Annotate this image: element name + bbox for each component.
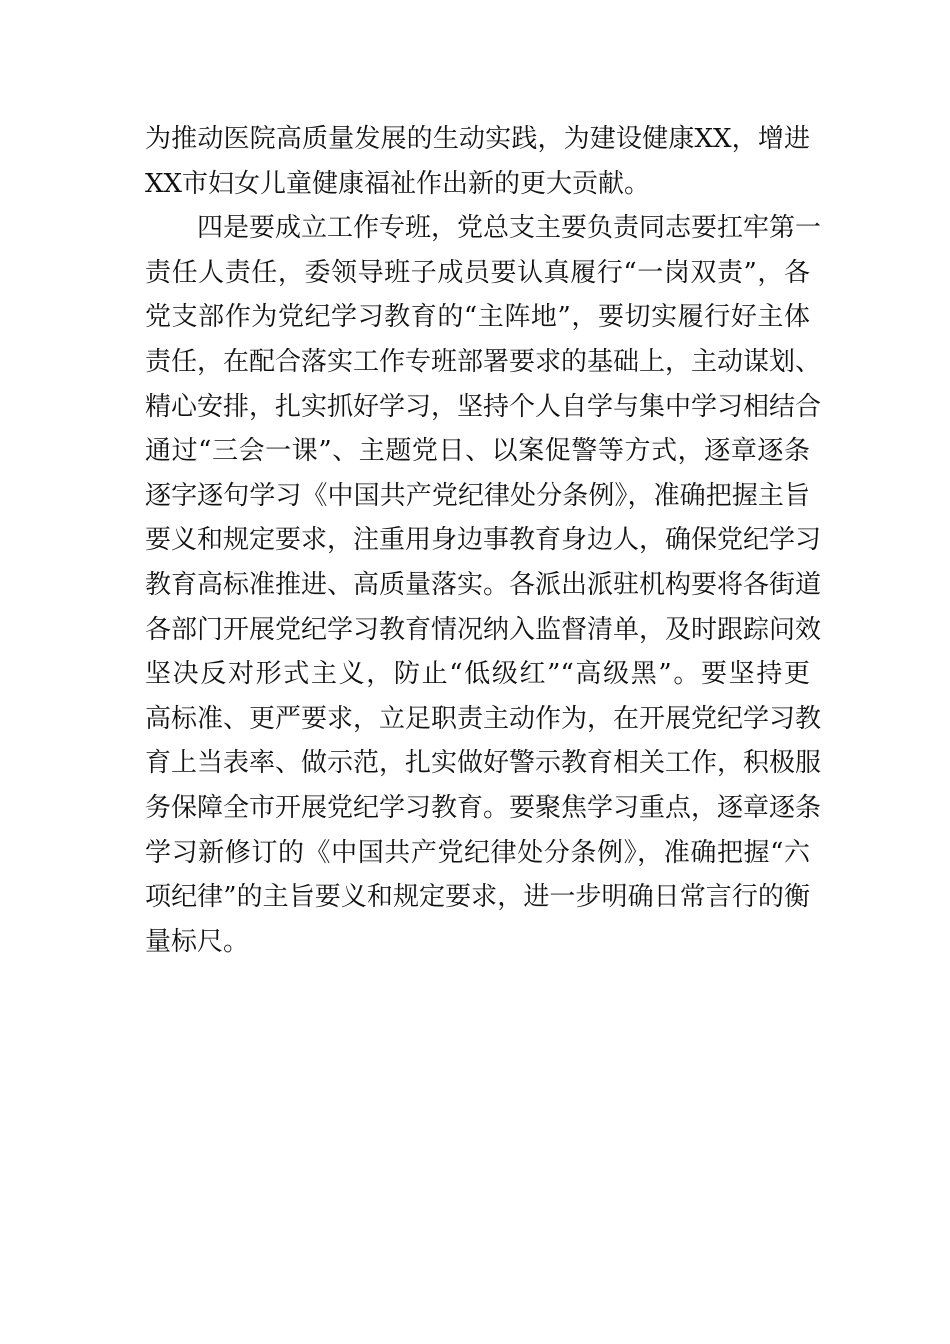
- text-line: 四是要成立工作专班，党总支主要负责同志要扛牢第一: [197, 213, 822, 244]
- text-line: 逐字逐句学习《中国共产党纪律处分条例》，准确把握主旨: [145, 480, 810, 511]
- text-line: 务保障全市开展党纪学习教育。要聚焦学习重点，逐章逐条: [145, 792, 822, 823]
- paragraph-1: [145, 117, 810, 206]
- text-line: 通过“三会一课”、主题党日、以案促警等方式，逐章逐条: [145, 436, 810, 467]
- body-text: [145, 117, 822, 964]
- text-line: 高标准、更严要求，立足职责主动作为，在开展党纪学习教: [145, 703, 822, 734]
- text-line: 量标尺。: [145, 926, 250, 957]
- text-line: 党支部作为党纪学习教育的“主阵地”，要切实履行好主体: [145, 302, 810, 333]
- text-line: 项纪律”的主旨要义和规定要求，进一步明确日常言行的衡: [145, 882, 810, 913]
- text-line: 教育高标准推进、高质量落实。各派出派驻机构要将各街道: [145, 569, 822, 600]
- text-line: 要义和规定要求，注重用身边事教育身边人，确保党纪学习: [145, 525, 822, 556]
- text-line: 育上当表率、做示范，扎实做好警示教育相关工作，积极服: [145, 748, 822, 779]
- text-line: 为推动医院高质量发展的生动实践，为建设健康XX，增进: [145, 124, 810, 154]
- text-line: 责任，在配合落实工作专班部署要求的基础上，主动谋划、: [145, 346, 822, 377]
- text-line: 精心安排，扎实抓好学习，坚持个人自学与集中学习相结合: [145, 391, 822, 422]
- text-line: 各部门开展党纪学习教育情况纳入监督清单，及时跟踪问效: [145, 614, 822, 645]
- text-line: 学习新修订的《中国共产党纪律处分条例》，准确把握“六: [145, 837, 810, 868]
- text-line: 坚决反对形式主义，防止“低级红”“高级黑”。要坚持更: [145, 659, 810, 690]
- text-line: 责任人责任，委领导班子成员要认真履行“一岗双责”，各: [145, 257, 810, 288]
- paragraph-2: [145, 206, 822, 964]
- text-line: XX市妇女儿童健康福祉作出新的更大贡献。: [145, 168, 651, 199]
